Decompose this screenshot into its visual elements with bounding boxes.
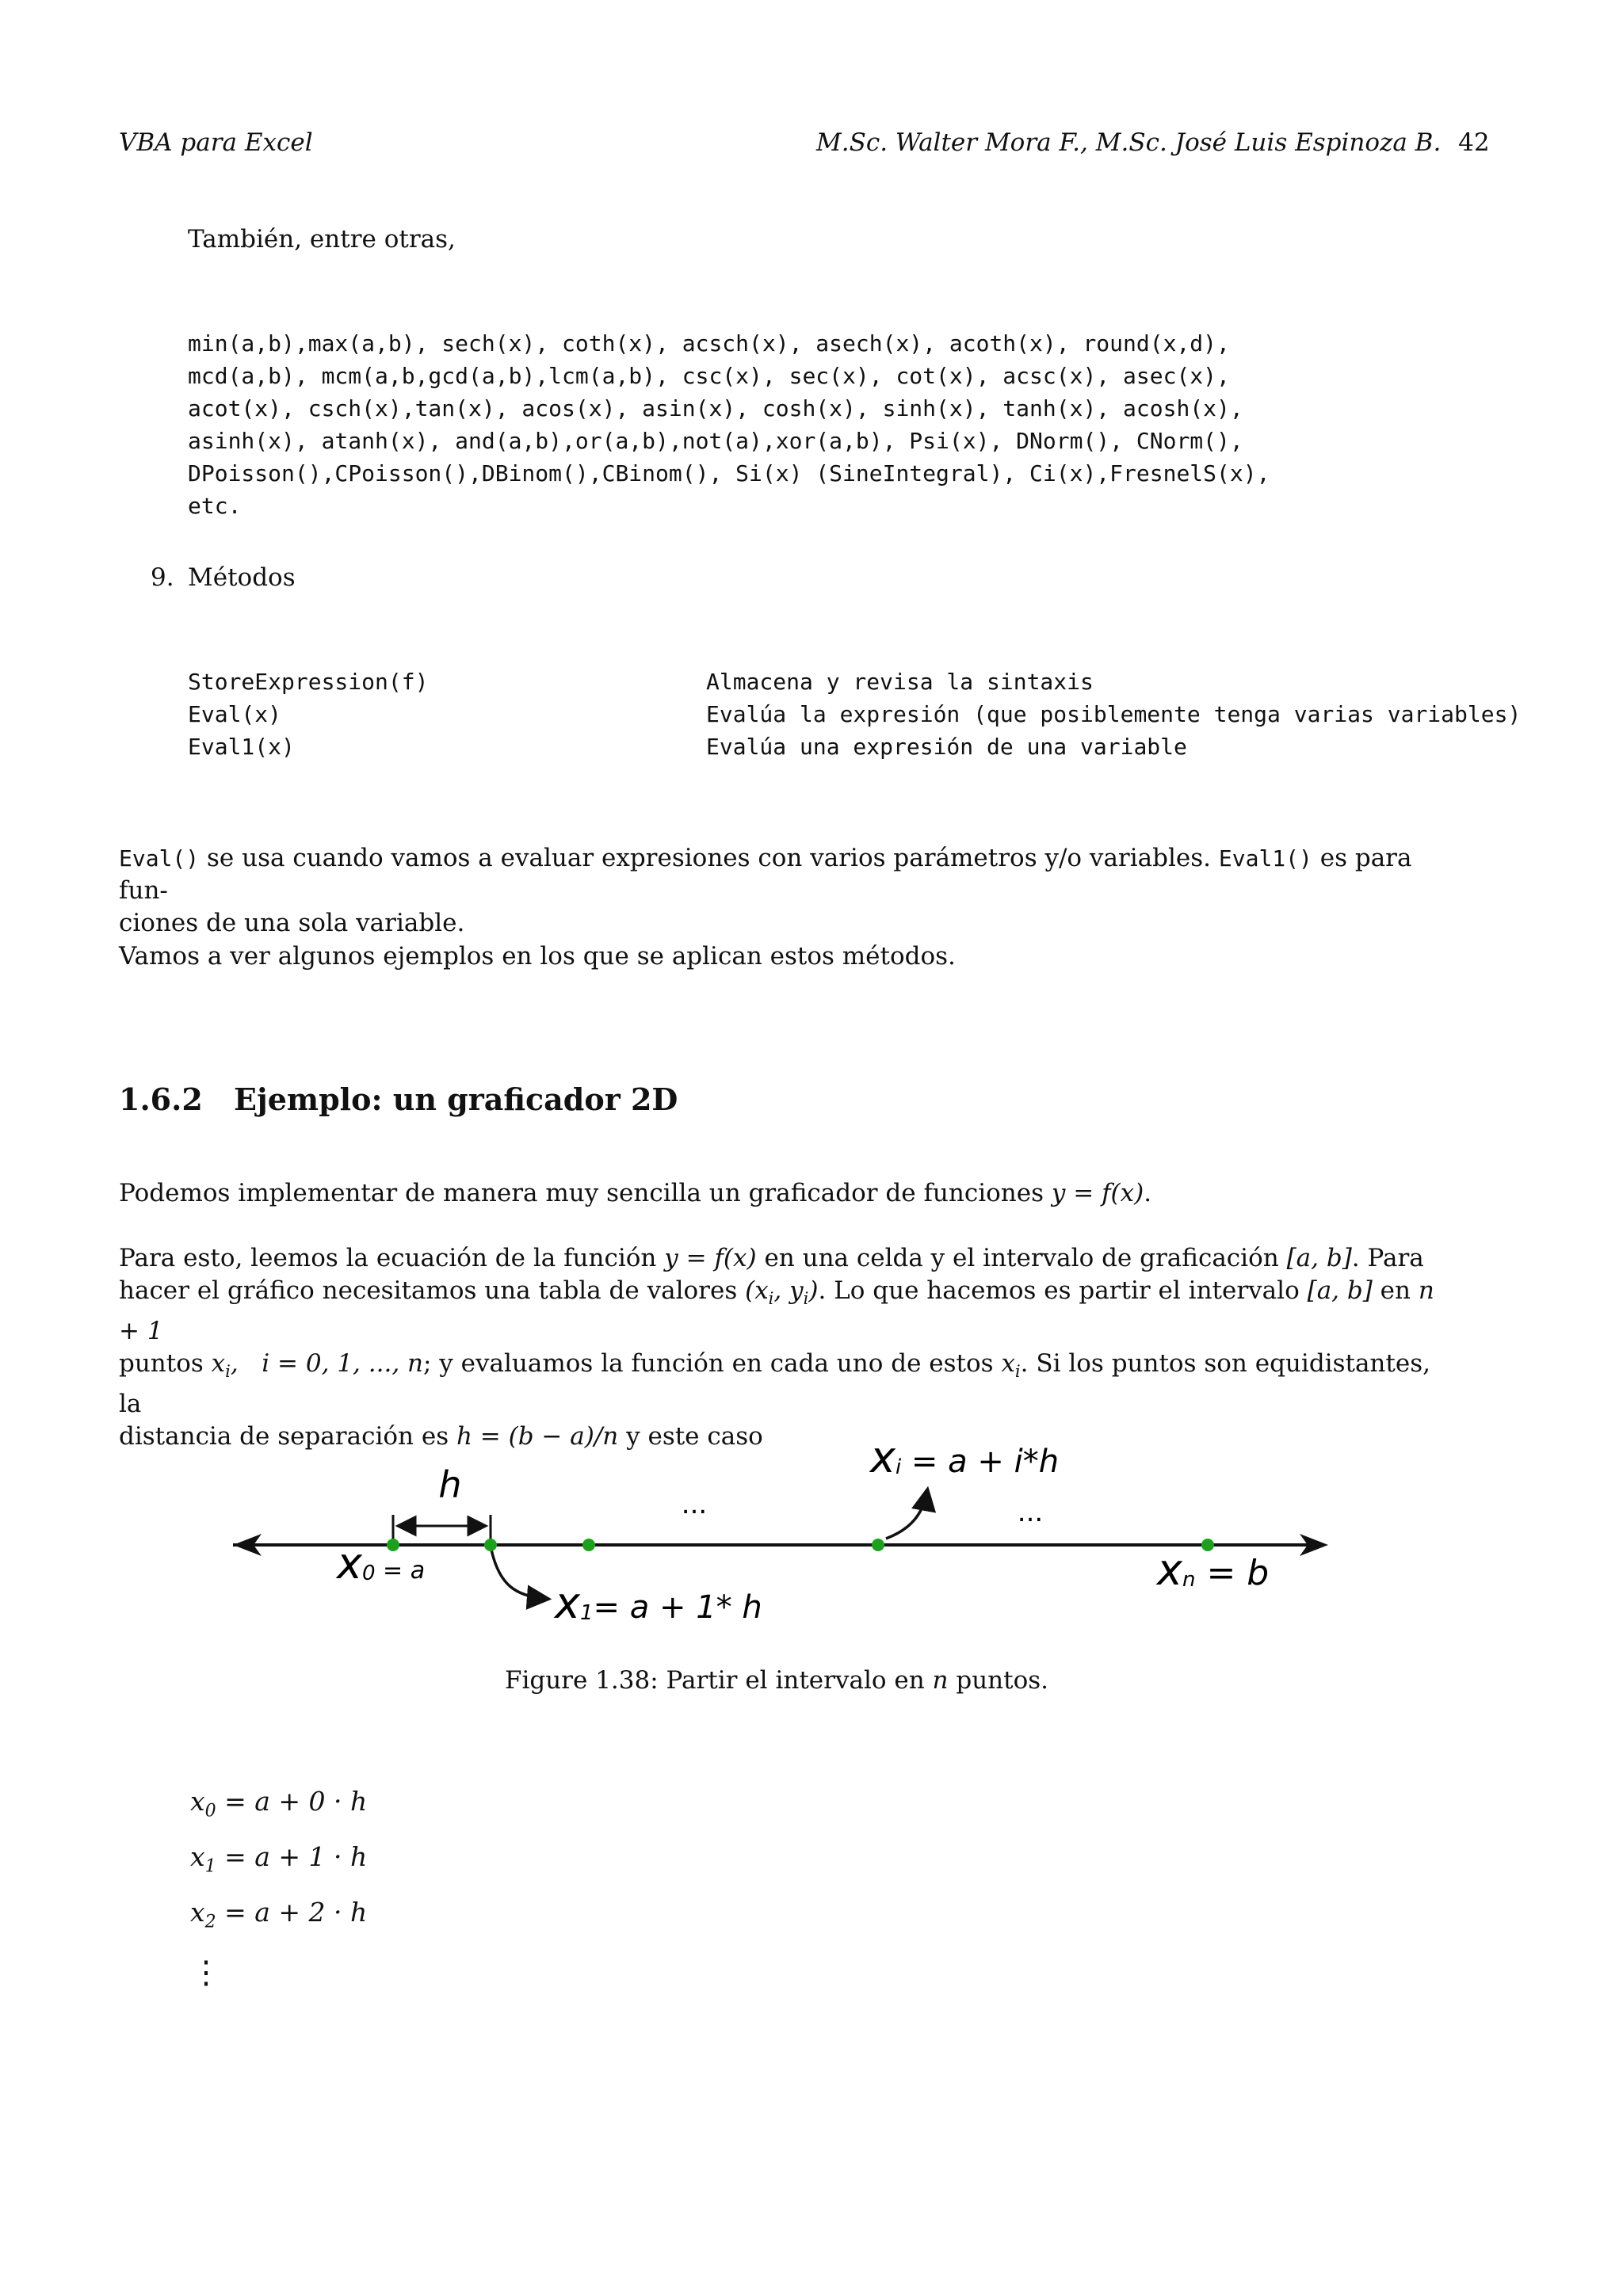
list-item-number: 9. bbox=[151, 563, 174, 592]
header-authors: M.Sc. Walter Mora F., M.Sc. José Luis Espinoza B. bbox=[816, 128, 1442, 157]
method-name: Eval1(x) bbox=[188, 734, 295, 760]
x1-pointer-arrow bbox=[491, 1550, 547, 1599]
point-x2 bbox=[582, 1539, 595, 1551]
functions-line: mcd(a,b), mcm(a,b,gcd(a,b),lcm(a,b), csc(x), sec(x), cot(x), acsc(x), asec(x), bbox=[188, 363, 1230, 389]
method-desc: Evalúa una expresión de una variable bbox=[706, 734, 1187, 760]
paragraph-text: Podemos implementar de manera muy sencilla un graficador de funciones bbox=[119, 1179, 1052, 1207]
x0-label: x0 = a bbox=[337, 1539, 426, 1589]
eq-var: x bbox=[190, 1841, 205, 1872]
paragraph-text: Para esto, leemos la ecuación de la función bbox=[119, 1244, 665, 1272]
functions-line: asinh(x), atanh(x), and(a,b),or(a,b),not(a),xor(a,b), Psi(x), DNorm(), CNorm(), bbox=[188, 428, 1243, 454]
interval-partition-figure bbox=[222, 1426, 1347, 1640]
ellipsis-right: ... bbox=[1017, 1497, 1044, 1528]
inline-math: [a, b] bbox=[1307, 1276, 1373, 1305]
paragraph-text: distancia de separación es bbox=[119, 1422, 456, 1451]
paragraph-text: hacer el gráfico necesitamos una tabla de valores bbox=[119, 1276, 746, 1305]
eq-rhs: = a + 1 · h bbox=[216, 1841, 368, 1872]
eq-rhs: = a + 0 · h bbox=[216, 1786, 368, 1817]
functions-block bbox=[188, 327, 1270, 522]
method-desc: Evalúa la expresión (que posiblemente tenga varias variables) bbox=[706, 701, 1522, 727]
figure-caption bbox=[0, 1665, 1553, 1697]
inline-math: h = (b − a)/n bbox=[456, 1422, 619, 1451]
x1-label: x1= a + 1* h bbox=[555, 1578, 762, 1628]
eq-rhs: = a + 2 · h bbox=[216, 1897, 368, 1928]
eq-sub: 2 bbox=[204, 1912, 216, 1932]
list-item-label: Métodos bbox=[188, 563, 296, 592]
paragraph-text: . Si los puntos son equidistantes, la bbox=[119, 1349, 1430, 1419]
paragraph-text: . Para bbox=[1351, 1244, 1424, 1272]
intro-text: También, entre otras, bbox=[188, 225, 456, 254]
eval-paragraph bbox=[119, 842, 1450, 940]
paragraph-text: ciones de una sola variable. bbox=[119, 909, 465, 937]
eq-sub: 0 bbox=[204, 1801, 216, 1821]
section-heading bbox=[119, 1081, 678, 1117]
point-x0 bbox=[387, 1539, 399, 1551]
paragraph-text: . Lo que hacemos es partir el intervalo bbox=[818, 1276, 1308, 1305]
paragraph-text: es para fun- bbox=[119, 844, 1412, 905]
method-desc: Almacena y revisa la sintaxis bbox=[706, 669, 1094, 695]
paragraph-text: . bbox=[1144, 1179, 1152, 1207]
section-title: Ejemplo: un graficador 2D bbox=[234, 1081, 678, 1117]
inline-math: [a, b] bbox=[1286, 1244, 1352, 1272]
functions-line: acot(x), csch(x),tan(x), acos(x), asin(x), cosh(x), sinh(x), tanh(x), acosh(x), bbox=[188, 395, 1243, 421]
caption-text: Figure 1.38: Partir el intervalo en bbox=[504, 1666, 933, 1695]
equation-x2 bbox=[190, 1897, 367, 1932]
ellipsis-left: ... bbox=[681, 1489, 708, 1520]
inline-math: ($x_i$, $y_i$) bbox=[745, 1276, 819, 1309]
section-number: 1.6.2 bbox=[119, 1081, 203, 1117]
inline-math: n bbox=[932, 1666, 949, 1695]
method-name: StoreExpression(f) bbox=[188, 669, 429, 695]
eq-var: x bbox=[190, 1786, 205, 1817]
examples-paragraph: Vamos a ver algunos ejemplos en los que se aplican estos métodos. bbox=[119, 942, 956, 971]
functions-line: DPoisson(),CPoisson(),DBinom(),CBinom(), Si(x) (SineIntegral), Ci(x),FresnelS(x), bbox=[188, 460, 1270, 486]
grapher-paragraph bbox=[119, 1177, 1151, 1210]
paragraph-text: y este caso bbox=[618, 1422, 763, 1451]
inline-math: n + 1 bbox=[119, 1276, 1434, 1346]
point-x1 bbox=[484, 1539, 497, 1551]
caption-text: puntos. bbox=[948, 1666, 1049, 1695]
paragraph-text: ; y evaluamos la función en cada uno de estos bbox=[423, 1349, 1002, 1379]
inline-code: Eval() bbox=[119, 845, 200, 871]
inline-code: Eval1() bbox=[1218, 845, 1312, 871]
eq-var: x bbox=[190, 1897, 205, 1928]
paragraph-text: se usa cuando vamos a evaluar expresiones con varios parámetros y/o variables. bbox=[199, 844, 1219, 872]
h-label: h bbox=[438, 1463, 462, 1506]
xi-pointer-arrow bbox=[886, 1491, 927, 1539]
functions-line: etc. bbox=[188, 493, 242, 519]
paragraph-text: en bbox=[1372, 1276, 1419, 1305]
paragraph-text: puntos bbox=[119, 1349, 212, 1379]
paragraph-text: en una celda y el intervalo de graficación bbox=[756, 1244, 1287, 1272]
math-open: (x bbox=[745, 1276, 769, 1305]
interval-paragraph bbox=[119, 1242, 1450, 1453]
functions-line: min(a,b),max(a,b), sech(x), coth(x), acsch(x), asech(x), acoth(x), round(x,d), bbox=[188, 330, 1230, 357]
page-number: 42 bbox=[1458, 128, 1490, 157]
inline-math: y = f(x) bbox=[664, 1244, 757, 1272]
inline-math: $x_i$ bbox=[1001, 1349, 1021, 1382]
xn-label: xn = b bbox=[1157, 1545, 1270, 1595]
method-name: Eval(x) bbox=[188, 701, 282, 727]
equation-x1 bbox=[190, 1841, 367, 1877]
vertical-ellipsis: ⋮ bbox=[190, 1955, 222, 1991]
running-header-right bbox=[816, 128, 1490, 157]
inline-math: $x_i$, i = 0, 1, ..., n bbox=[211, 1349, 423, 1382]
eq-sub: 1 bbox=[204, 1856, 216, 1877]
running-header-left: VBA para Excel bbox=[119, 128, 313, 157]
point-xn bbox=[1201, 1539, 1214, 1551]
inline-math: y = f(x) bbox=[1051, 1179, 1144, 1207]
point-xi bbox=[872, 1539, 884, 1551]
xi-label: xi = a + i*h bbox=[870, 1432, 1060, 1482]
equation-x0 bbox=[190, 1786, 367, 1821]
